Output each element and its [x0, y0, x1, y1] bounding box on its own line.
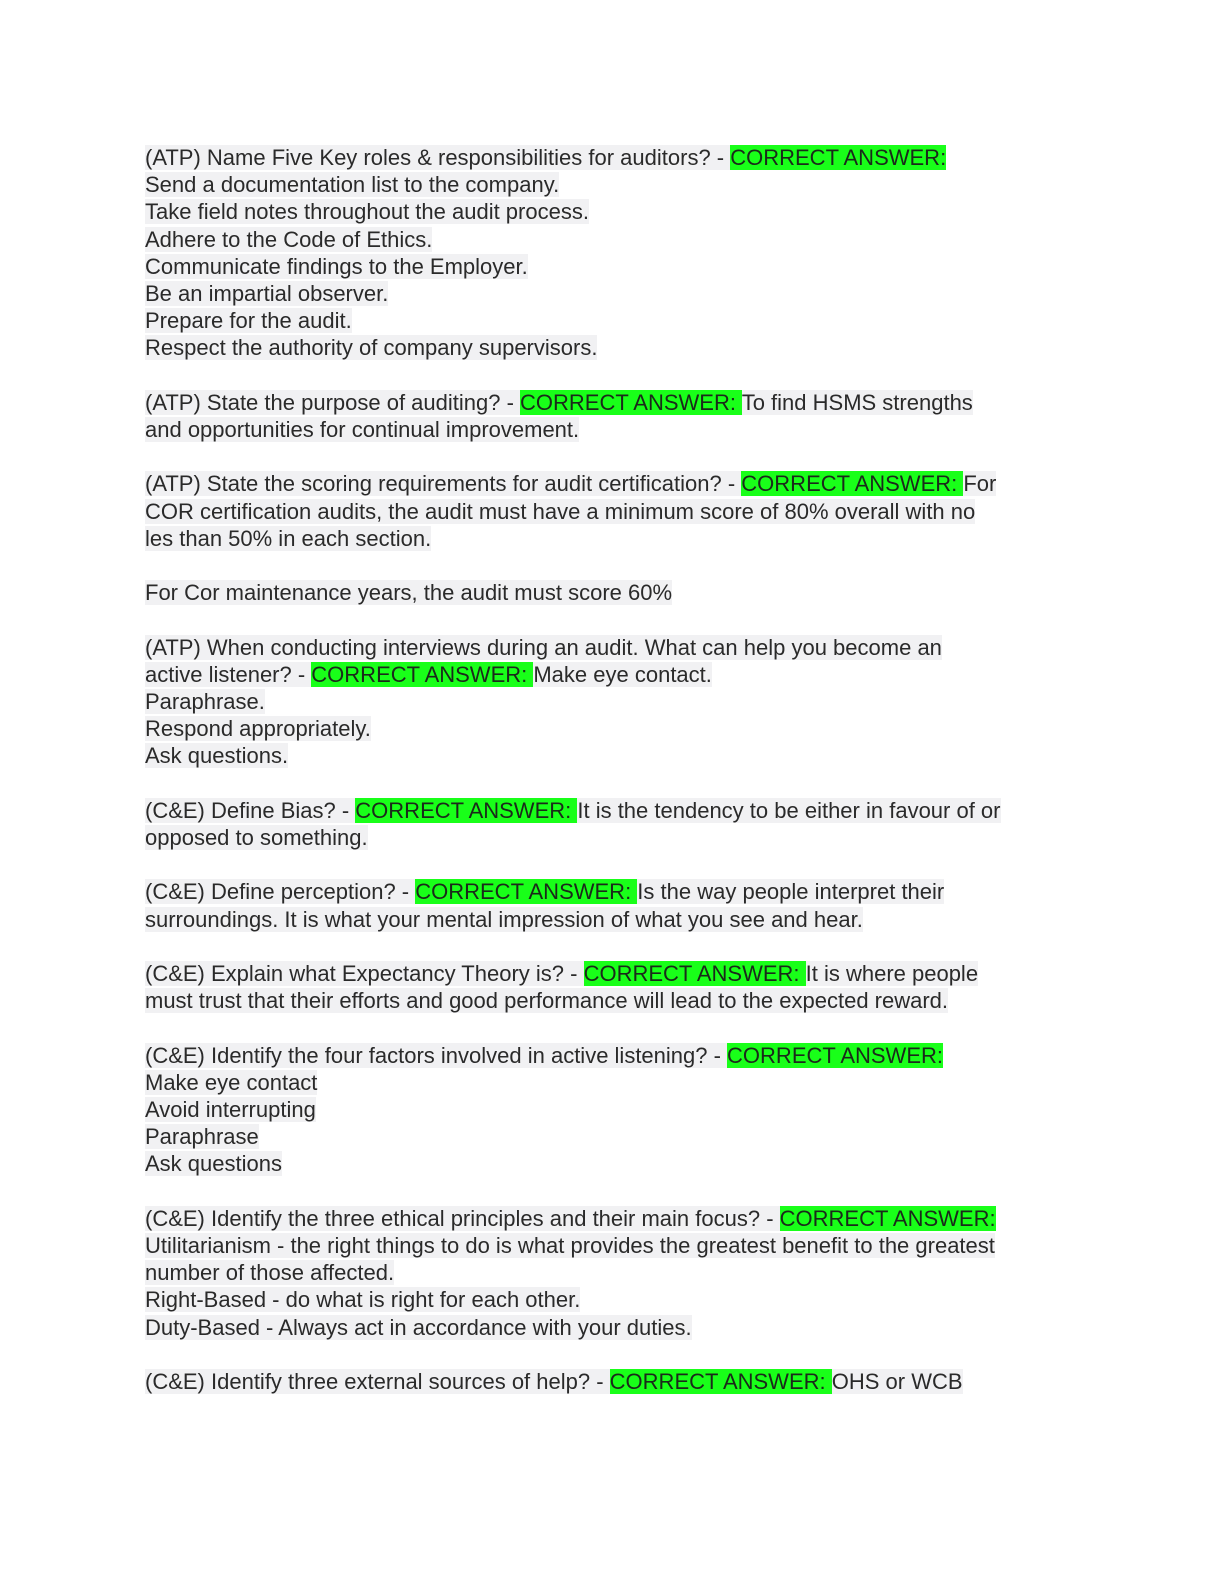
qa-block — [145, 1042, 1085, 1178]
line-text: (C&E) Define Bias? - — [145, 797, 356, 823]
line-text: (ATP) When conducting interviews during an audit. What can help you become an — [145, 634, 942, 660]
line-text: surroundings. It is what your mental impression of what you see and hear. — [145, 906, 863, 932]
line-text: Paraphrase. — [145, 689, 265, 714]
text-line — [145, 824, 1085, 851]
qa-block — [145, 389, 1085, 443]
text-line — [145, 688, 1085, 715]
correct-answer-highlight: CORRECT ANSWER: — [779, 1205, 996, 1231]
text-line — [145, 1286, 1085, 1313]
line-text: must trust that their efforts and good performance will lead to the expected reward. — [145, 988, 949, 1014]
text-line — [145, 226, 1085, 253]
line-text: Make eye contact — [145, 1069, 318, 1095]
line-text: Communicate findings to the Employer. — [145, 253, 528, 279]
text-line — [145, 715, 1085, 742]
line-text: Adhere to the Code of Ethics. — [145, 226, 433, 252]
line-text: Ask questions — [145, 1151, 282, 1177]
line-text: To find HSMS strengths — [741, 389, 973, 415]
text-line — [145, 797, 1085, 824]
text-line — [145, 1150, 1085, 1177]
line-text: (C&E) Define perception? - — [145, 879, 416, 905]
line-text: OHS or WCB — [831, 1368, 963, 1394]
line-text: Be an impartial observer. — [145, 281, 389, 307]
line-text: Make eye contact. — [533, 661, 712, 687]
line-text: les than 50% in each section. — [145, 525, 432, 551]
text-line — [145, 307, 1085, 334]
text-line — [145, 1069, 1085, 1096]
line-text: Prepare for the audit. — [145, 308, 352, 334]
line-text: For — [963, 471, 997, 497]
text-line — [145, 198, 1085, 225]
text-line — [145, 1123, 1085, 1150]
qa-block — [145, 470, 1085, 552]
line-text: Respect the authority of company supervisors. — [145, 335, 598, 361]
line-text: For Cor maintenance years, the audit must score 60% — [145, 580, 673, 606]
correct-answer-highlight: CORRECT ANSWER: — [415, 879, 638, 905]
text-line — [145, 334, 1085, 361]
line-text: (C&E) Identify the three ethical principles and their main focus? - — [145, 1205, 780, 1231]
line-text: (C&E) Identify three external sources of help? - — [145, 1368, 610, 1394]
text-line — [145, 280, 1085, 307]
text-line — [145, 661, 1085, 688]
text-line — [145, 389, 1085, 416]
qa-block — [145, 797, 1085, 851]
line-text: Ask questions. — [145, 743, 289, 769]
text-line — [145, 1096, 1085, 1123]
line-text: It is the tendency to be either in favour of or — [577, 797, 1001, 823]
text-line — [145, 1314, 1085, 1341]
line-text: (ATP) State the scoring requirements for audit certification? - — [145, 471, 742, 497]
text-line — [145, 579, 1085, 606]
text-line — [145, 1042, 1085, 1069]
line-text: Send a documentation list to the company. — [145, 172, 560, 198]
correct-answer-highlight: CORRECT ANSWER: — [355, 797, 578, 823]
correct-answer-highlight: CORRECT ANSWER: — [741, 471, 964, 497]
line-text: (ATP) Name Five Key roles & responsibilities for auditors? - — [145, 145, 731, 170]
line-text: (C&E) Explain what Expectancy Theory is? - — [145, 960, 584, 986]
text-line — [145, 960, 1085, 987]
line-text: Right-Based - do what is right for each other. — [145, 1287, 581, 1313]
correct-answer-highlight: CORRECT ANSWER: — [583, 960, 806, 986]
text-line — [145, 144, 1085, 171]
qa-block — [145, 579, 1085, 606]
text-line — [145, 171, 1085, 198]
text-line — [145, 634, 1085, 661]
line-text: active listener? - — [145, 661, 312, 687]
correct-answer-highlight: CORRECT ANSWER: — [730, 145, 947, 170]
text-line — [145, 1232, 1085, 1259]
text-line — [145, 878, 1085, 905]
qa-block — [145, 1368, 1085, 1395]
text-line — [145, 416, 1085, 443]
text-line — [145, 470, 1085, 497]
text-line — [145, 253, 1085, 280]
qa-block — [145, 960, 1085, 1014]
text-line — [145, 1205, 1085, 1232]
text-line — [145, 1259, 1085, 1286]
line-text: It is where people — [805, 960, 979, 986]
line-text: Avoid interrupting — [145, 1096, 316, 1122]
correct-answer-highlight: CORRECT ANSWER: — [311, 661, 534, 687]
line-text: Paraphrase — [145, 1124, 259, 1150]
line-text: COR certification audits, the audit must have a minimum score of 80% overall with no — [145, 498, 976, 524]
qa-block — [145, 144, 1085, 362]
text-line — [145, 742, 1085, 769]
text-line — [145, 987, 1085, 1014]
line-text: Take field notes throughout the audit process. — [145, 199, 589, 225]
line-text: Duty-Based - Always act in accordance with your duties. — [145, 1314, 692, 1340]
correct-answer-highlight: CORRECT ANSWER: — [727, 1042, 943, 1068]
qa-block — [145, 1205, 1085, 1341]
line-text: and opportunities for continual improvement. — [145, 417, 580, 443]
document-body — [145, 144, 1085, 1422]
qa-block — [145, 878, 1085, 932]
line-text: Respond appropriately. — [145, 716, 371, 742]
line-text: Is the way people interpret their — [637, 879, 945, 905]
text-line — [145, 525, 1085, 552]
line-text: (C&E) Identify the four factors involved in active listening? - — [145, 1042, 728, 1068]
correct-answer-highlight: CORRECT ANSWER: — [520, 389, 742, 415]
text-line — [145, 498, 1085, 525]
text-line — [145, 906, 1085, 933]
line-text: opposed to something. — [145, 825, 368, 850]
line-text: (ATP) State the purpose of auditing? - — [145, 389, 521, 415]
line-text: number of those affected. — [145, 1260, 395, 1286]
correct-answer-highlight: CORRECT ANSWER: — [609, 1368, 832, 1394]
qa-block — [145, 634, 1085, 770]
text-line — [145, 1368, 1085, 1395]
line-text: Utilitarianism - the right things to do is what provides the greatest benefit to the greatest — [145, 1232, 995, 1258]
